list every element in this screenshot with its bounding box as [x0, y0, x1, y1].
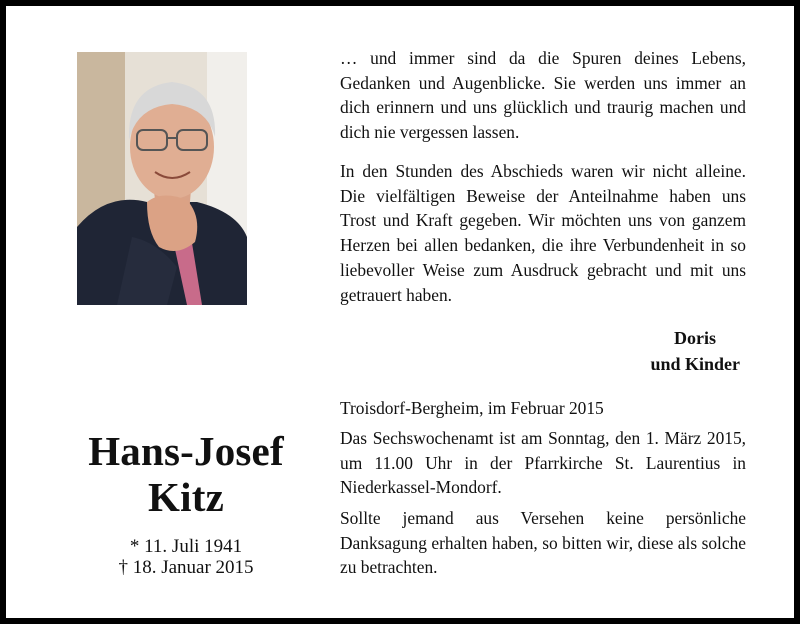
notice-paragraph: Sollte jemand aus Versehen keine persönliche Danksagung erhalten haben, so bitten wir, diese als solche zu betrachten.	[340, 508, 746, 578]
death-date: † 18. Januar 2015	[118, 557, 254, 578]
signature-family: und Kinder	[650, 354, 740, 374]
poem-paragraph: … und immer sind da die Spuren deines Lebens, Gedanken und Augenblicke. Sie werden uns immer an dich erinnern und uns glücklich und traurig machen und dich nie vergessen lassen.	[340, 48, 746, 143]
thanks-paragraph: In den Stunden des Abschieds waren wir nicht alleine. Die vielfältigen Beweise der Anteilnahme haben uns Trost und Kraft gegeben. Wir möchten uns von ganzem Herzen bei allen bedanken, die ihre Verbundenheit in so liebevoller Weise zum Ausdruck gebracht und mit uns getrauert haben.	[340, 161, 746, 305]
deceased-first-name: Hans-Josef	[88, 428, 284, 474]
birth-date: * 11. Juli 1941	[129, 536, 243, 557]
obituary-card	[6, 6, 794, 618]
service-paragraph: Das Sechswochenamt ist am Sonntag, den 1. März 2015, um 11.00 Uhr in der Pfarrkirche St. Laurentius in Niederkassel-Mondorf.	[340, 428, 746, 498]
signature-name: Doris	[674, 328, 716, 348]
portrait-photo	[77, 52, 247, 305]
place-and-date: Troisdorf-Bergheim, im Februar 2015	[340, 398, 604, 418]
deceased-last-name: Kitz	[148, 474, 224, 520]
